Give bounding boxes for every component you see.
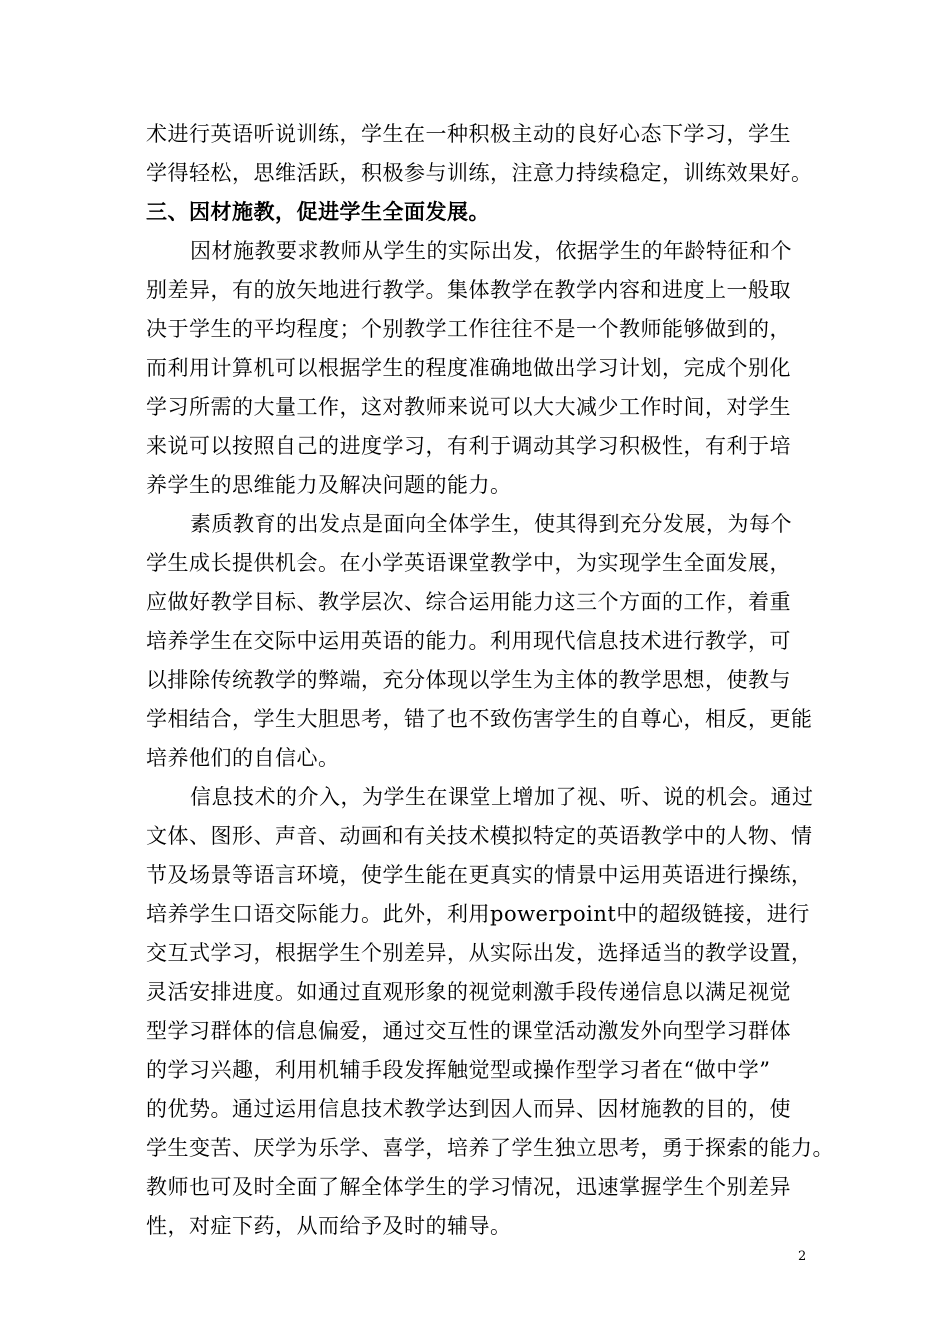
- page-number: 2: [798, 1249, 807, 1264]
- body-line: 来说可以按照自己的进度学习，有利于调动其学习积极性，有利于培: [146, 434, 791, 458]
- body-line: 型学习群体的信息偏爱，通过交互性的课堂活动激发外向型学习群体: [146, 1019, 791, 1043]
- body-line: 别差异，有的放矢地进行教学。集体教学在教学内容和进度上一般取: [146, 278, 791, 302]
- body-line: 学相结合，学生大胆思考，错了也不致伤害学生的自尊心，相反，更能: [146, 707, 813, 731]
- body-line: 教师也可及时全面了解全体学生的学习情况，迅速掌握学生个别差异: [146, 1175, 791, 1199]
- body-line: 应做好教学目标、教学层次、综合运用能力这三个方面的工作，着重: [146, 590, 791, 614]
- body-line: 性，对症下药，从而给予及时的辅导。: [146, 1214, 512, 1238]
- section-heading: 三、因材施教，促进学生全面发展。: [146, 199, 490, 224]
- body-line: 以排除传统教学的弊端，充分体现以学生为主体的教学思想，使教与: [146, 668, 791, 692]
- body-line: 文体、图形、声音、动画和有关技术模拟特定的英语教学中的人物、情: [146, 824, 813, 848]
- body-line: 培养他们的自信心。: [146, 746, 340, 770]
- paragraph-first-line: 信息技术的介入，为学生在课堂上增加了视、听、说的机会。通过: [190, 785, 814, 809]
- body-line: 而利用计算机可以根据学生的程度准确地做出学习计划，完成个别化: [146, 356, 791, 380]
- body-line: 培养学生在交际中运用英语的能力。利用现代信息技术进行教学，可: [146, 629, 791, 653]
- body-line: 决于学生的平均程度；个别教学工作往往不是一个教师能够做到的，: [146, 317, 791, 341]
- paragraph-first-line: 素质教育的出发点是面向全体学生，使其得到充分发展，为每个: [190, 512, 792, 536]
- body-line: 交互式学习，根据学生个别差异，从实际出发，选择适当的教学设置，: [146, 941, 813, 965]
- body-line: 的学习兴趣，利用机辅手段发挥触觉型或操作型学习者在“做中学”: [146, 1058, 771, 1082]
- body-line: 节及场景等语言环境，使学生能在更真实的情景中运用英语进行操练，: [146, 863, 813, 887]
- body-line: 养学生的思维能力及解决问题的能力。: [146, 473, 512, 497]
- body-line: 培养学生口语交际能力。此外，利用powerpoint中的超级链接，进行: [146, 902, 810, 926]
- body-line: 术进行英语听说训练，学生在一种积极主动的良好心态下学习，学生: [146, 122, 791, 146]
- body-line: 的优势。通过运用信息技术教学达到因人而异、因材施教的目的，使: [146, 1097, 791, 1121]
- body-line: 学生变苦、厌学为乐学、喜学，培养了学生独立思考，勇于探索的能力。: [146, 1136, 834, 1160]
- paragraph-first-line: 因材施教要求教师从学生的实际出发，依据学生的年龄特征和个: [190, 239, 792, 263]
- body-line: 学生成长提供机会。在小学英语课堂教学中，为实现学生全面发展，: [146, 551, 791, 575]
- body-line: 学习所需的大量工作，这对教师来说可以大大减少工作时间，对学生: [146, 395, 791, 419]
- body-line: 灵活安排进度。如通过直观形象的视觉刺激手段传递信息以满足视觉: [146, 980, 791, 1004]
- body-line: 学得轻松，思维活跃，积极参与训练，注意力持续稳定，训练效果好。: [146, 161, 813, 185]
